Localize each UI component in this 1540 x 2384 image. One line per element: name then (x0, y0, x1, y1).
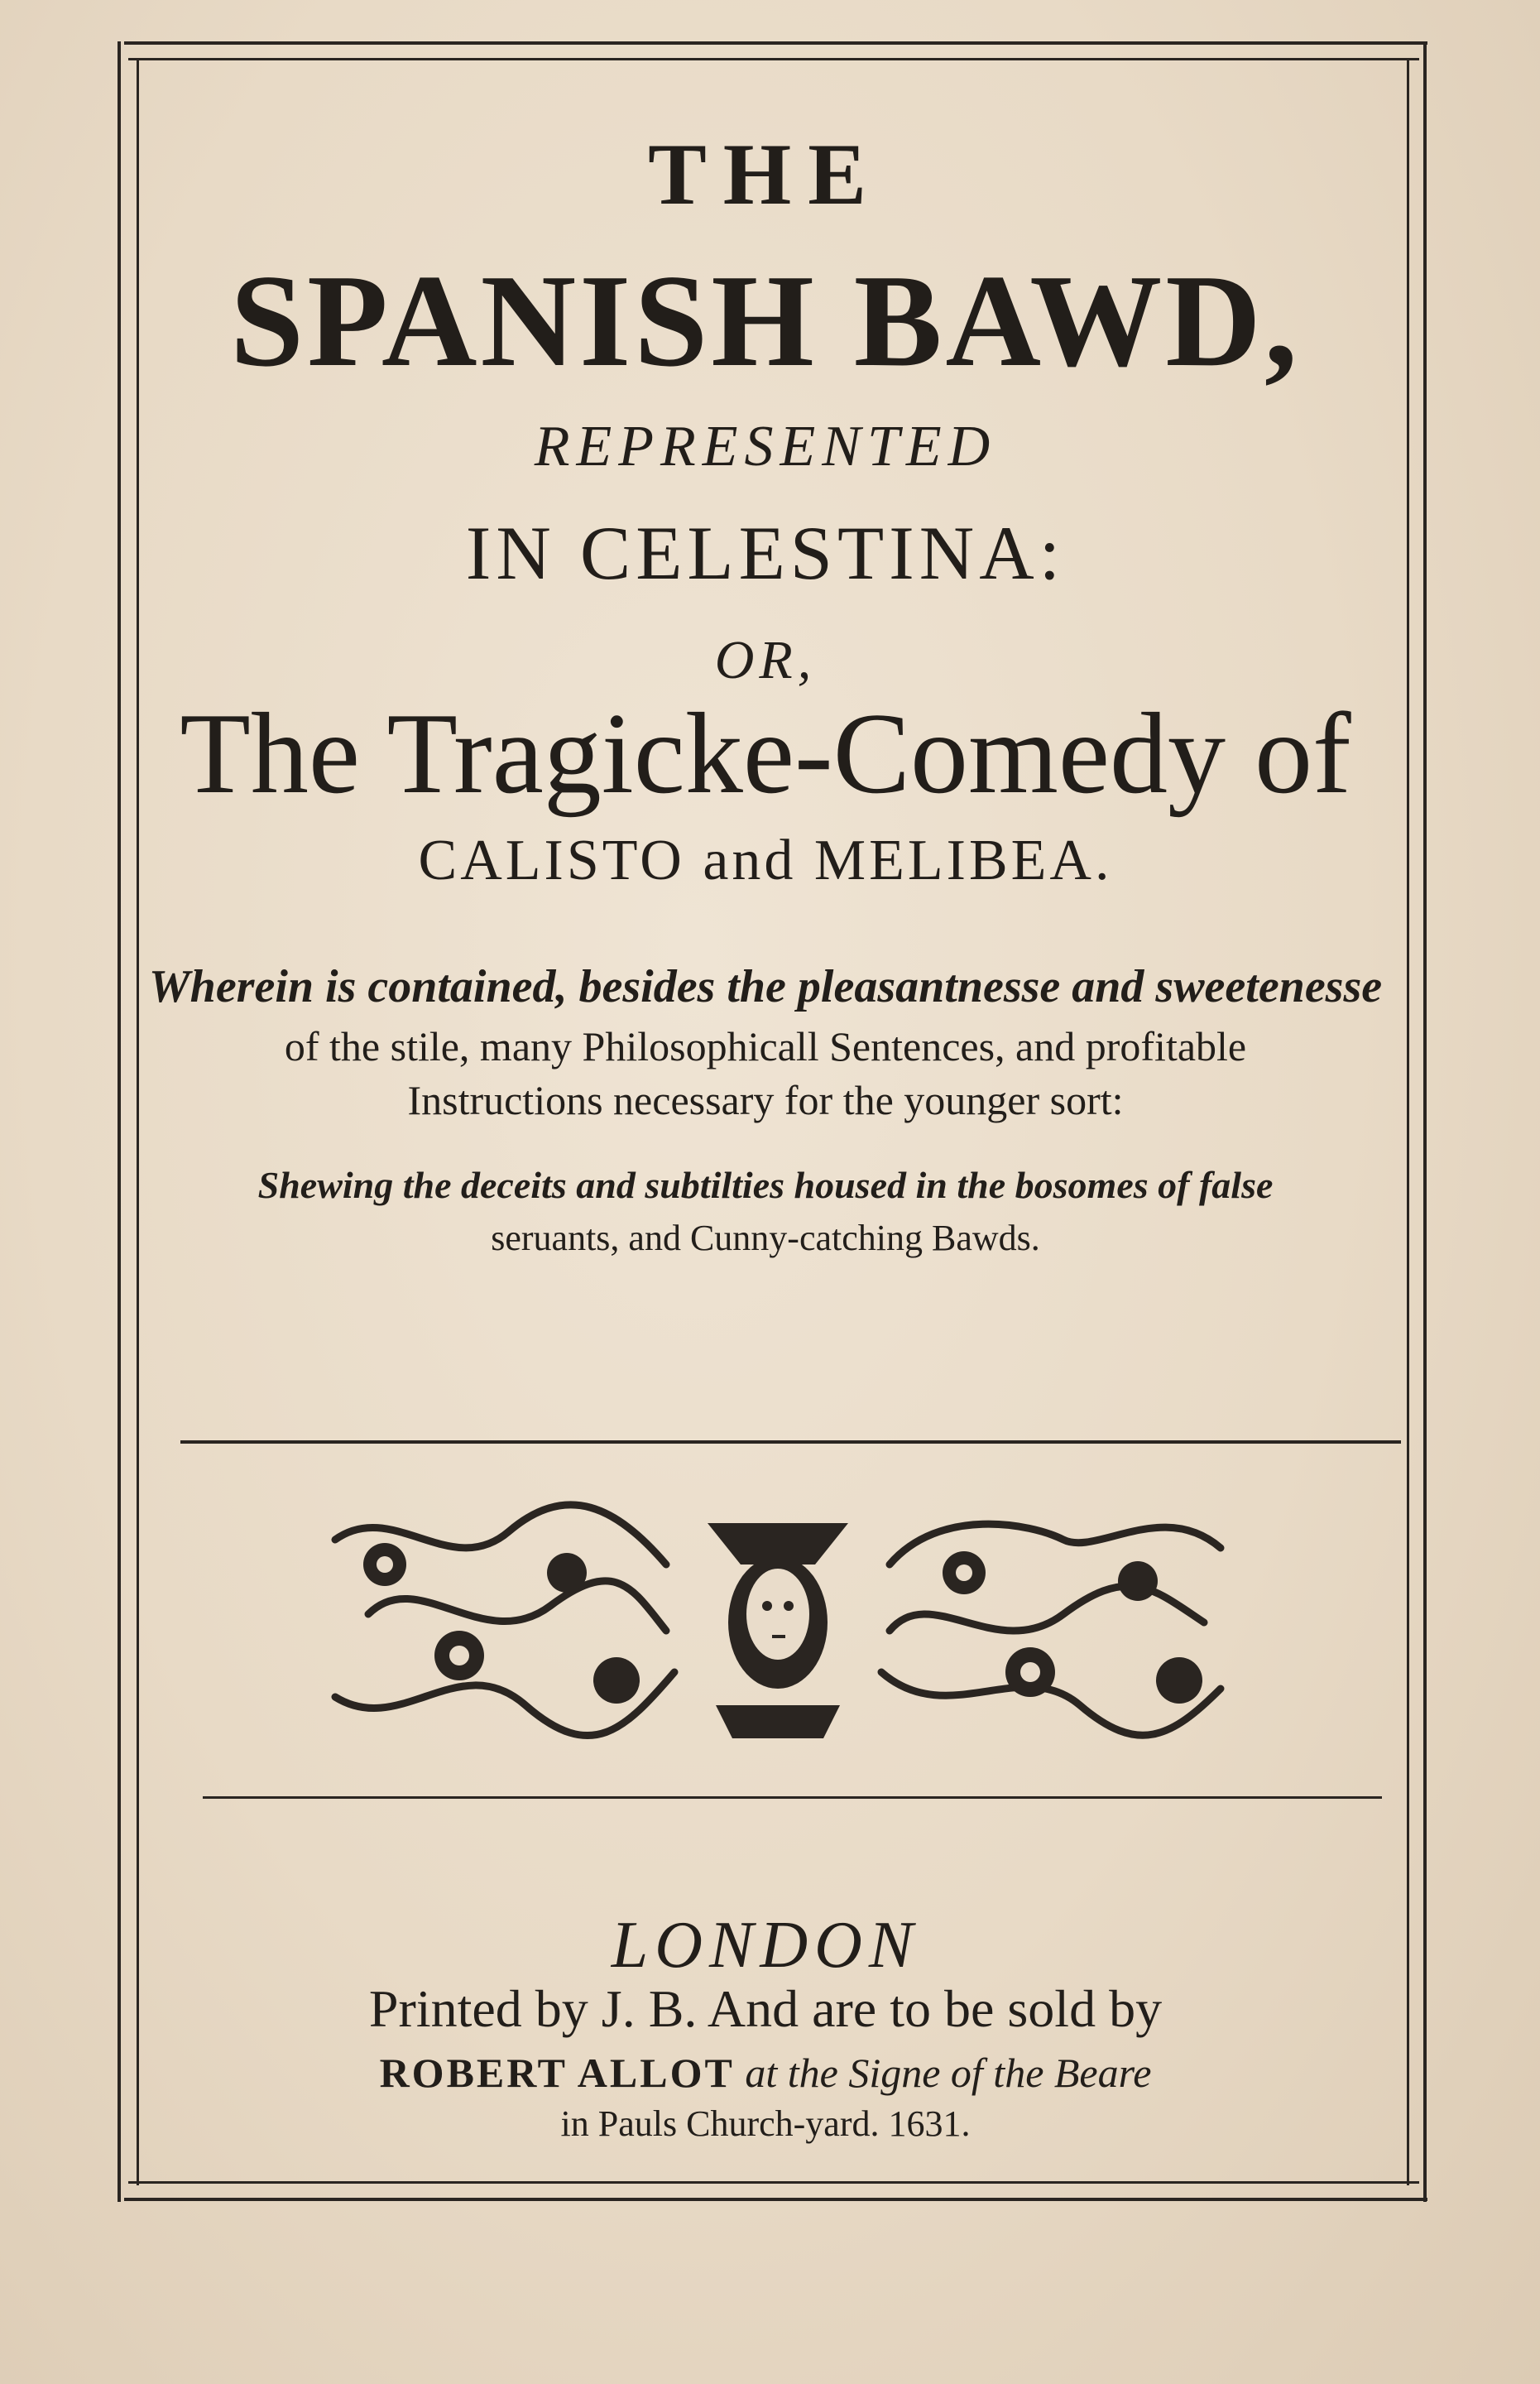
description-line-4: Shewing the deceits and subtilties housed in the bosomes of false (257, 1164, 1274, 1206)
frame-bottom-inner (128, 2181, 1419, 2184)
divider-upper (180, 1440, 1401, 1444)
imprint-printer: Printed by J. B. And are to be sold by (368, 1979, 1163, 2038)
description-line-3: Instructions necessary for the younger sort: (407, 1077, 1124, 1123)
imprint-bookseller (116, 2049, 1415, 2097)
subtitle-represented: REPRESENTED (534, 415, 997, 478)
imprint-city: LONDON (611, 1909, 920, 1982)
bookseller-name: ROBERT ALLOT (379, 2050, 735, 2096)
frame-top-outer (124, 41, 1427, 45)
frame-right-outer (1423, 41, 1427, 2202)
title-calisto-melibea: CALISTO and MELIBEA. (418, 829, 1113, 892)
description-line-5: seruants, and Cunny-catching Bawds. (491, 1218, 1040, 1258)
imprint-date: in Pauls Church-yard. 1631. (560, 2103, 971, 2144)
divider-lower (203, 1796, 1382, 1799)
description-line-2: of the stile, many Philosophicall Sentences, and profitable (284, 1023, 1247, 1069)
frame-bottom-outer (124, 2198, 1427, 2201)
title-the: THE (648, 126, 883, 223)
bookseller-address: at the Signe of the Beare (734, 2050, 1152, 2096)
frame-top-inner (128, 58, 1419, 60)
description-line-1: Wherein is contained, besides the pleasantnesse and sweetenesse (148, 961, 1383, 1012)
subtitle-or: OR, (714, 630, 817, 690)
title-tragicke-comedy: The Tragicke-Comedy of (180, 690, 1351, 818)
woodcut-ornament (319, 1490, 1237, 1747)
title-spanish-bawd: SPANISH BAWD, (230, 247, 1301, 394)
subtitle-in-celestina: IN CELESTINA: (465, 511, 1066, 595)
